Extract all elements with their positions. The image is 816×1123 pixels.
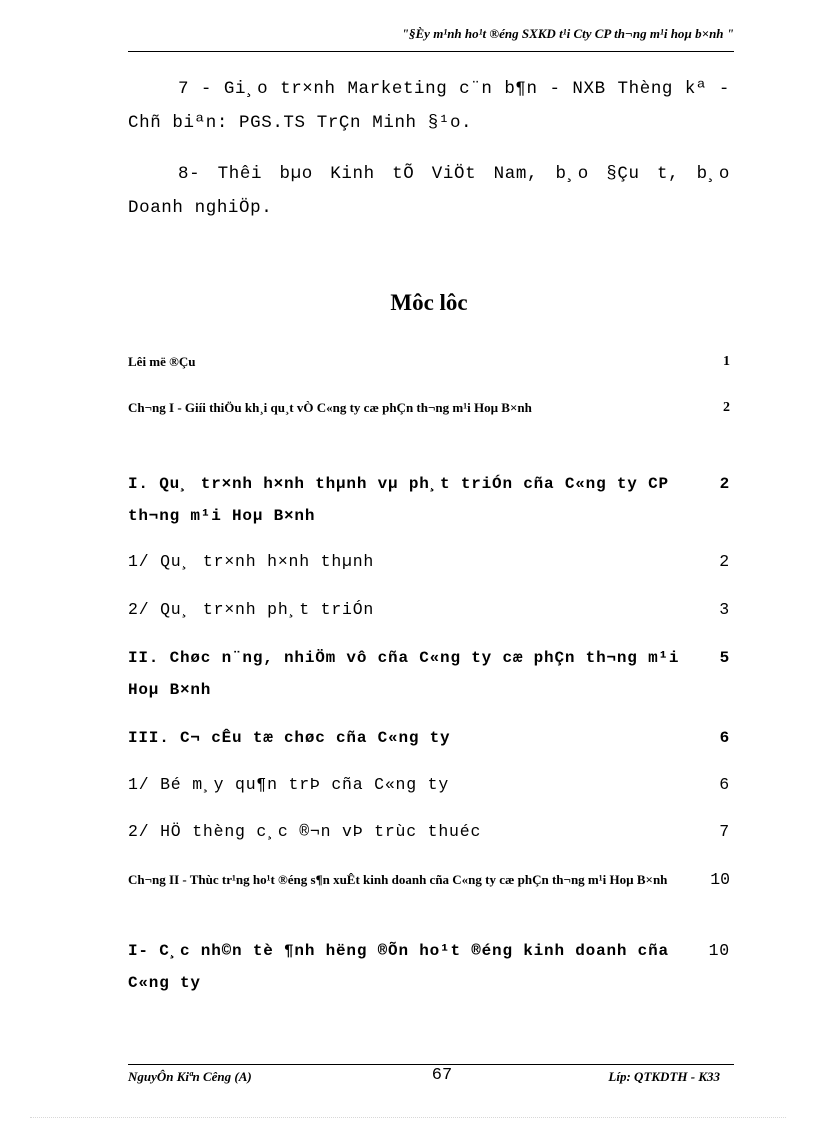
toc-entry-text: 1/ Qu¸ tr×nh h×nh thµnh [128,552,375,571]
toc-entry-text: II. Chøc n¨ng, nhiÖm vô cña C«ng ty cæ phÇn th¬ng m¹i Hoµ B×nh [128,649,680,699]
toc-entry-page: 10 [710,870,730,889]
toc-entry-page: 6 [719,729,730,747]
toc-entry-text: Lêi më ®Çu [128,354,196,369]
toc-entry-page: 5 [719,649,730,667]
toc-entry-text: I. Qu¸ tr×nh h×nh thµnh vµ ph¸t triÓn cña C«ng ty CP th¬ng m¹i Hoµ B×nh [128,475,669,525]
toc-entry-text: Ch¬ng II - Thùc tr¹ng ho¹t ®éng s¶n xuÊt kinh doanh cña C«ng ty cæ phÇn th¬ng m¹i Hoµ B×nh [128,872,668,887]
toc-entry-page: 10 [708,941,730,960]
toc-entry-page: 6 [719,775,730,794]
toc-entry-text: 2/ HÖ thèng c¸c ®¬n vÞ trùc thuéc [128,822,482,841]
header-rule [128,51,734,52]
toc-entry-page: 2 [723,400,730,415]
toc-entry-text: 1/ Bé m¸y qu¶n trÞ cña C«ng ty [128,775,450,794]
running-header: "§Èy m¹nh ho¹t ®éng SXKD t¹i Cty CP th¬ng m¹i hoµ b×nh " [401,26,734,41]
toc-entry-text: I- C¸c nh©n tè ¶nh hëng ®Õn ho¹t ®éng kinh doanh cña C«ng ty [128,942,669,992]
reference-item-7: 7 - Gi¸o tr×nh Marketing c¨n b¶n - NXB Thèng kª - Chñ biªn: PGS.TS TrÇn Minh §¹o. [128,79,730,133]
footer-rule [128,1064,734,1065]
toc-entry-page: 1 [723,354,730,369]
footer-author: NguyÔn Kiªn Cêng (A) [128,1069,252,1084]
page-edge-divider [30,1117,786,1118]
toc-entry-page: 7 [719,822,730,841]
toc-entry-text: III. C¬ cÊu tæ chøc cña C«ng ty [128,729,451,747]
reference-item-8: 8- Thêi bµo Kinh tÕ ViÖt Nam, b¸o §Çu t, b¸o Doanh nghiÖp. [128,164,730,218]
toc-entry-text: 2/ Qu¸ tr×nh ph¸t triÓn [128,600,375,619]
toc-entry-page: 3 [719,600,730,619]
toc-entry-page: 2 [719,552,730,571]
toc-entry-text: Ch¬ng I - Giíi thiÖu kh¸i qu¸t vÒ C«ng ty cæ phÇn th¬ng m¹i Hoµ B×nh [128,400,532,415]
toc-entry-page: 2 [719,475,730,493]
footer-class: Líp: QTKDTH - K33 [608,1069,720,1084]
page-number: 67 [431,1066,453,1085]
toc-title: Môc lôc [390,290,468,315]
